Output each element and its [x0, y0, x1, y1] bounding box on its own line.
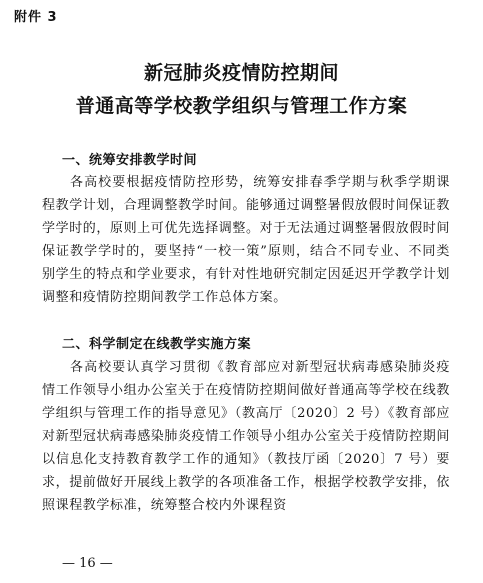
document-title-line-2: 普通高等学校教学组织与管理工作方案	[75, 95, 408, 117]
page-number: — 16 —	[62, 556, 113, 571]
section-paragraph-1: 各高校要根据疫情防控形势，统筹安排春季学期与秋季学期课程教学计划，合理调整教学时间。能够通过调整暑假放假时间保证教学学时的，原则上可优先选择调整。对于无法通过调整暑假放假时间保证教学学时的，要坚持“一校一策”原则，结合不同专业、不同类别学生的特点和学业要求，有针对性地研究制定因延迟开学教学计划调整和疫情防控期间教学工作总体方案。	[42, 175, 451, 305]
document-title-line-1: 新冠肺炎疫情防控期间	[143, 62, 339, 84]
section-heading-1: 一、统筹安排教学时间	[62, 153, 198, 168]
attachment-label: 附件 3	[14, 10, 58, 25]
section-heading-2: 二、科学制定在线教学实施方案	[62, 337, 252, 352]
section-paragraph-2: 各高校要认真学习贯彻《教育部应对新型冠状病毒感染肺炎疫情工作领导小组办公室关于在疫情防控期间做好普通高等学校在线教学组织与管理工作的指导意见》（教高厅〔2020〕2 号）《教育部应对新型冠状病毒感染肺炎疫情工作领导小组办公室关于疫情防控期间以信息化支持教育教学工作的通知》（教技厅函〔2020〕7 号）要求，提前做好开展线上教学的各项准备工作，根据学校教学安排，依照课程教学标准，统筹整合校内外课程资	[42, 360, 451, 513]
